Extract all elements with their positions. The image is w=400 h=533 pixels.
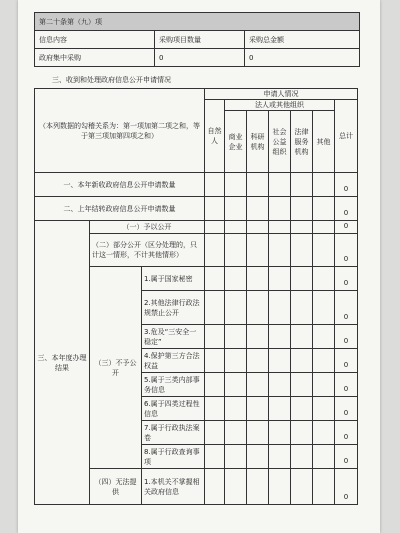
total-not-disclosed-item: 0	[335, 267, 358, 291]
total-not-disclosed-item: 0	[335, 349, 358, 373]
col-public-welfare: 社会公益组织	[269, 111, 291, 173]
row-centralized-procurement: 政府集中采购	[35, 49, 155, 67]
row-partial: （二）部分公开（区分处理的，只计这一情形，不计其他情形）	[90, 234, 205, 267]
header-project-count: 采购项目数量	[155, 31, 245, 49]
col-other: 其他	[313, 111, 335, 173]
row-new-requests: 一、本年新收政府信息公开申请数量	[35, 173, 205, 197]
header-info-content: 信息内容	[35, 31, 155, 49]
not-disclosed-item: 8.属于行政查询事项	[142, 445, 205, 469]
not-disclosed-item: 6.属于四类过程性信息	[142, 397, 205, 421]
row-approved: （一）予以公开	[90, 221, 205, 234]
total-not-disclosed-item: 0	[335, 445, 358, 469]
not-disclosed-item: 1.属于国家秘密	[142, 267, 205, 291]
total-not-disclosed-item: 0	[335, 373, 358, 397]
legal-group-header: 法人或其他组织	[225, 100, 335, 111]
row-not-disclosed: （三）不予公开	[90, 267, 142, 469]
table-note: （本列数据的勾稽关系为：第一项加第二项之和，等于第三项加第四项之和）	[35, 89, 205, 173]
total-partial: 0	[335, 234, 358, 267]
row-carried-over: 二、上年结转政府信息公开申请数量	[35, 197, 205, 221]
not-disclosed-item: 4.保护第三方合法权益	[142, 349, 205, 373]
col-research: 科研机构	[247, 111, 269, 173]
procurement-table-title: 第二十条第（九）项	[35, 13, 360, 31]
total-not-disclosed-item: 0	[335, 325, 358, 349]
row-cannot-provide: （四）无法提供	[90, 469, 142, 505]
applicant-header: 申请人情况	[205, 89, 358, 100]
col-natural-person: 自然人	[205, 100, 225, 173]
header-total-amount: 采购总金额	[245, 31, 360, 49]
row-year-results: 三、本年度办理结果	[35, 221, 90, 505]
cell-project-count: 0	[155, 49, 245, 67]
not-disclosed-item: 5.属于三类内部事务信息	[142, 373, 205, 397]
total-not-disclosed-item: 0	[335, 397, 358, 421]
section-title: 三、收到和处理政府信息公开申请情况	[52, 76, 171, 84]
total-carried-over: 0	[335, 197, 358, 221]
total-new-requests: 0	[335, 173, 358, 197]
not-disclosed-item: 3.危及“三安全一稳定”	[142, 325, 205, 349]
total-not-disclosed-item: 0	[335, 291, 358, 325]
not-disclosed-item: 7.属于行政执法案卷	[142, 421, 205, 445]
not-disclosed-item: 2.其他法律行政法规禁止公开	[142, 291, 205, 325]
cannot-provide-item: 1.本机关不掌握相关政府信息	[142, 469, 205, 505]
total-not-disclosed-item: 0	[335, 421, 358, 445]
col-total: 总计	[335, 100, 358, 173]
cell-total-amount: 0	[245, 49, 360, 67]
applications-table	[34, 88, 358, 505]
total-approved: 0	[335, 221, 358, 234]
col-legal-service: 法律服务机构	[291, 111, 313, 173]
procurement-table	[34, 12, 360, 67]
col-business: 商业企业	[225, 111, 247, 173]
total-cannot-provide-item: 0	[335, 469, 358, 505]
